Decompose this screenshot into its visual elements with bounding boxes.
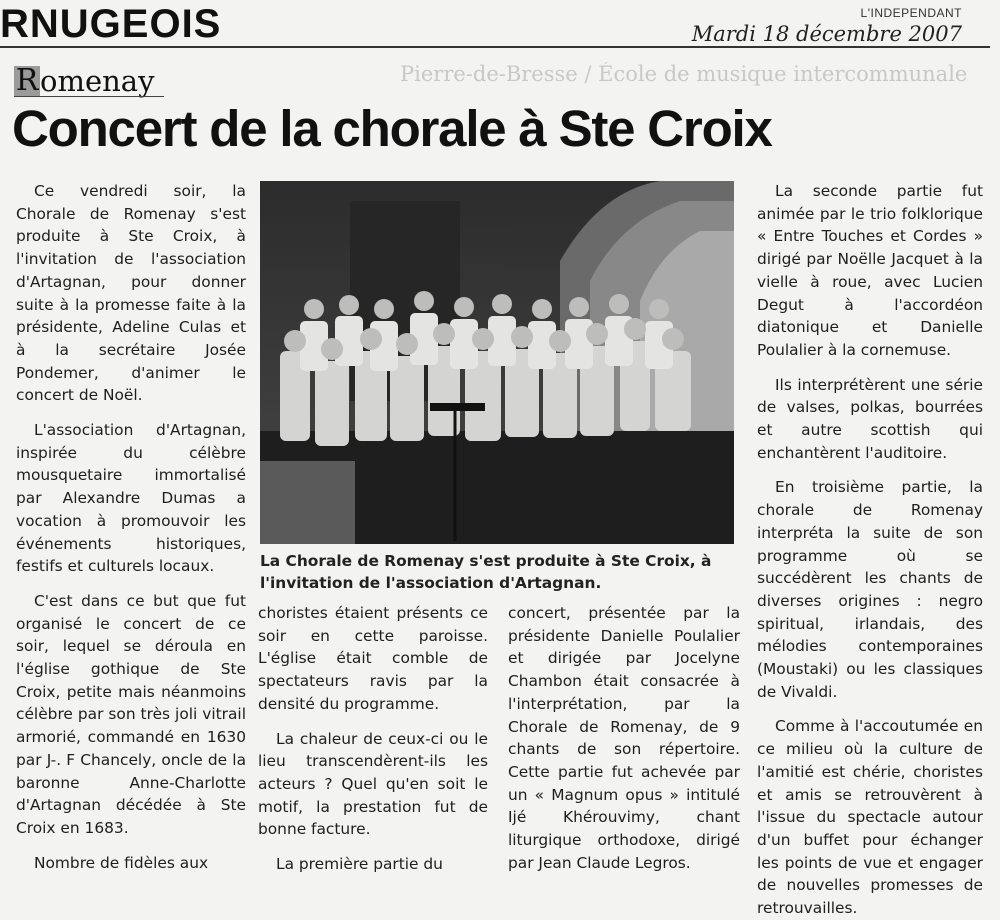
article-column-4: [757, 180, 983, 920]
paragraph: La seconde partie fut animée par le trio folklorique « Entre Touches et Cordes » dirigé par Noëlle Jacquet à la vielle à roue, avec Lucien Degut à l'accordéon diatonique et Danielle Poulalier à la cornemuse.: [757, 182, 983, 359]
paragraph: L'association d'Artagnan, inspirée du célèbre mousquetaire immortalisé par Alexandre Dumas a vocation à promouvoir les événements historiques, festifs et culturels locaux.: [16, 421, 246, 576]
paragraph: En troisième partie, la chorale de Romenay interpréta la suite de son programme où se succédèrent les chants de diverses origines : negro spiritual, irlandais, des mélodies contemporaines (Moustaki) ou les classiques de Vivaldi.: [757, 478, 983, 701]
photo-caption: La Chorale de Romenay s'est produite à Ste Croix, à l'invitation de l'association d'Artagnan.: [260, 552, 712, 592]
publication-name: L'INDEPENDANT: [860, 6, 962, 20]
section-initial: R: [15, 63, 39, 98]
paragraph: Ils interprétèrent une série de valses, polkas, bourrées et autre scottish qui enchantèrent l'auditoire.: [757, 375, 983, 462]
section-name: omenay: [40, 64, 155, 98]
article-headline: Concert de la chorale à Ste Croix: [12, 100, 772, 157]
article-column-3: [508, 602, 740, 874]
section-label: [14, 60, 154, 96]
issue-date: Mardi 18 décembre 2007: [691, 22, 962, 46]
bleed-through-text: Pierre-de-Bresse / École de musique intercommunale: [400, 62, 968, 86]
paragraph: concert, présentée par la présidente Danielle Poulalier et dirigée par Jocelyne Chambon était consacrée à l'interprétation, par la Chorale de Romenay, de 9 chants de son répertoire. Cette partie fut achevée par un « Magnum opus » intitulé Ijé Khérouvimy, chant liturgique orthodoxe, dirigé par Jean Claude Legros.: [508, 604, 740, 872]
choir-photo-illustration: [260, 181, 734, 544]
paragraph: choristes étaient présents ce soir en cette paroisse. L'église était comble de spectateurs ravis par la densité du programme.: [258, 604, 488, 713]
section-banner: RNUGEOIS: [0, 2, 222, 46]
paragraph: La première partie du: [276, 855, 443, 874]
paragraph: C'est dans ce but que fut organisé le concert de ce soir, lequel se déroula en l'église gothique de Ste Croix, petite mais néanmoins célèbre par son très joli vitrail armorié, commandé en 1630 par J-. F Chancely, oncle de la baronne Anne-Charlotte d'Artagnan décédée à Ste Croix en 1683.: [16, 591, 246, 837]
paragraph: Ce vendredi soir, la Chorale de Romenay s'est produite à Ste Croix, à l'invitation de l'association d'Artagnan, pour donner suite à la promesse faite à la présidente, Adeline Culas et à la secrétaire Josée Pondemer, d'animer le concert de Noël.: [16, 182, 246, 405]
paragraph: Comme à l'accoutumée en ce milieu où la culture de l'amitié est chérie, choristes et amis se retrouvèrent à l'issue du spectacle autour d'un buffet pour échanger les points de vue et engager de nouvelles promesses de retrouvailles.: [757, 717, 983, 918]
paragraph: La chaleur de ceux-ci ou le lieu transcendèrent-ils les acteurs ? Quel qu'en soit le motif, la prestation fut de bonne facture.: [258, 729, 488, 839]
choir-photo: [260, 181, 734, 544]
header-rule: [0, 46, 990, 48]
paragraph: Nombre de fidèles aux: [34, 853, 209, 872]
article-column-2: [258, 602, 488, 876]
article-column-1: [16, 180, 246, 874]
